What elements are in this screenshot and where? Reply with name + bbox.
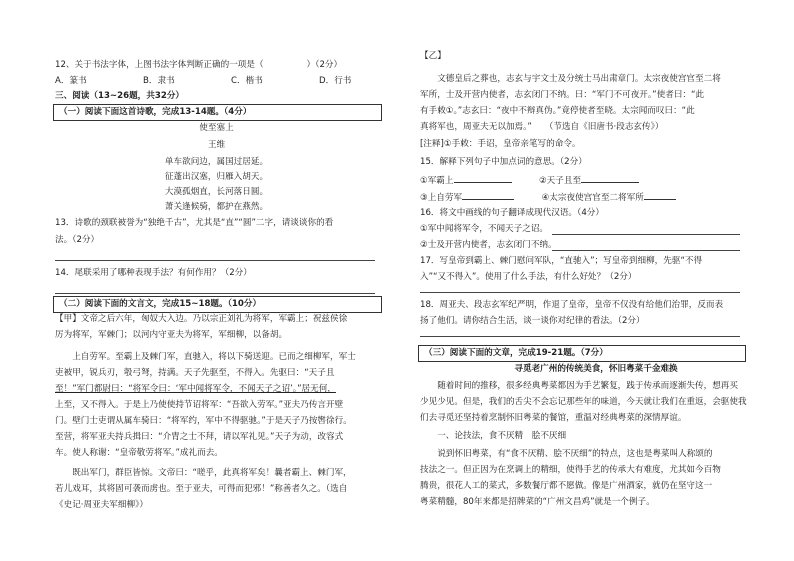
question-15: 15．解释下列句子中加点词的意思。（2分） [420, 157, 587, 167]
poem-line: 萧关逢候骑，都护在燕然。 [164, 202, 269, 212]
answer-line[interactable] [552, 250, 740, 251]
question-17-line2: 入”“又不得入”。使用了什么手法，有什么好处？（2分） [420, 272, 637, 282]
passage-yi-title: 【乙】 [420, 51, 446, 61]
passage-jia-line: 车。使人称谢：“皇帝敬劳将军。”成礼而去。 [55, 448, 223, 458]
question-13-line1: 13．诗歌的颈联被誉为“独绝千古”，尤其是“直”“圆”二字，请谈谈你的看 [55, 218, 334, 228]
passage-yi-line: 军所，士及开营内使者，志玄闭门不纳。曰：“军门不可夜开。”使者曰：“此 [420, 90, 705, 100]
passage-jia-line: 若儿戏耳，其将固可袭而虏也。至于亚夫，可得而犯邪！”称善者久之。（选自 [55, 484, 348, 494]
question-14: 14．尾联采用了哪种表现手法？有何作用？（2分） [55, 268, 252, 278]
passage-jia-line: 吏被甲，锐兵刃，彀弓弩，持满。天子先驱至，不得入。先驱曰：“天子且 [55, 368, 335, 378]
question-13-line2: 法。（2分） [55, 235, 100, 245]
passage-yi-line: 有手敕①。”志玄曰：“夜中不辩真伪。”竟停使者至晓。太宗闻而叹曰：“此 [420, 106, 695, 116]
article-subheading: 一、论技法，食不厌精 脍不厌细 [420, 431, 567, 441]
passage-yi-line: 真将军也，周亚夫无以加焉。” （节选自《旧唐书·段志玄传》） [420, 122, 664, 132]
question-12-options [55, 74, 407, 88]
answer-line[interactable] [55, 293, 375, 294]
q15-answer-1[interactable] [454, 172, 512, 183]
answer-line[interactable] [420, 292, 740, 293]
q15-answer-3[interactable] [462, 189, 514, 200]
answer-line[interactable] [420, 336, 740, 337]
passage-jia-line: 上自劳军。至霸上及棘门军，直驰入，将以下骑送迎。已而之细柳军，军士 [55, 352, 356, 362]
question-17-line1: 17．写皇帝到霸上、棘门慰问军队，“直驰入”；写皇帝到细柳，先驱“不得 [420, 256, 703, 266]
part-2-heading: （二）阅读下面的文言文，完成15~18题。（10分） [59, 299, 262, 309]
article-line: 说到怀旧粤菜，有“食不厌精、脍不厌细”的特点，这也是粤菜叫人称颂的 [420, 449, 713, 459]
answer-line[interactable] [55, 260, 375, 261]
poem-line: 单车欲问边，属国过居延。 [164, 157, 269, 167]
poem-line: 大漠孤烟直，长河落日圆。 [164, 187, 269, 197]
question-15-row2 [420, 189, 676, 205]
question-18-line2: 扬了他们。请你结合生活，谈一谈你对纪律的看法。（2分） [420, 316, 645, 326]
passage-jia-line: 厉为将军，军棘门；以河内守亚夫为将军，军细柳，以备胡。 [55, 330, 288, 340]
question-12: 12、关于书法字体，上图书法字体判断正确的一项是（ ）（2分） [55, 60, 343, 70]
question-18-line1: 18．周亚夫、段志玄军纪严明，作退了皇帝，皇帝不仅没有给他们治罪，反而表 [420, 300, 724, 310]
answer-line[interactable] [552, 234, 740, 235]
passage-jia-source: 《史记·周亚夫军细柳》） [55, 500, 148, 510]
option-d: D．行书 [319, 76, 352, 86]
passage-jia-line: 上至，又不得入。于是上乃使使持节诏将军：“吾欲入劳军。”亚夫乃传言开壁 [55, 400, 344, 410]
passage-jia-line: 至营，将军亚夫持兵揖曰：“介胄之士不拜，请以军礼见。”天子为动，改容式 [55, 432, 344, 442]
q15-answer-2[interactable] [581, 172, 639, 183]
annotation-note: [注释]①手敕：手诏，皇帝亲笔写的命令。 [420, 139, 581, 149]
option-a: A．篆书 [55, 76, 87, 86]
q15-answer-4[interactable] [644, 189, 676, 200]
passage-yi-line: 文德皇后之葬也，志玄与宇文士及分统士马出肃章门。太宗夜使宫官至二将 [420, 74, 721, 84]
article-line: 腾贵，很花人工的菜式，多数餐厅都不愿做。像是广州酒家，就仍在坚守这一 [420, 481, 713, 491]
section-3-heading: 三、阅读（13~26题，共32分） [55, 91, 185, 101]
part-3-heading: （三）阅读下面的文章，完成19-21题。（7分） [424, 348, 608, 358]
poem-title: 使至塞上 [199, 123, 234, 133]
article-line: 们去寻觅还坚持着烹制怀旧粤菜的餐馆，重温对经典粤菜的深情厚谊。 [420, 413, 687, 423]
q15-item-1: ①军霸上 [420, 176, 454, 186]
passage-jia-line: 既出军门，群臣皆惊。文帝曰：“嗟乎，此真将军矣！曩者霸上、棘门军， [55, 468, 352, 478]
q15-item-3: ③上自劳军 [420, 193, 463, 203]
question-15-row1 [420, 172, 639, 188]
article-line: 少见少见。但是，我们的舌尖不会忘记那些年的味道，今天就让我们在重返，会驱使我 [420, 397, 747, 407]
q16-item-2: ②士及开营内使者，志玄闭门不纳。 [420, 240, 557, 250]
poem-line: 征蓬出汉塞，归雁入胡天。 [164, 172, 269, 182]
option-c: C．楷书 [231, 76, 263, 86]
passage-jia-line: 门。壁门士吏谓从属车骑曰：“将军约，军中不得驱驰。”于是天子乃按辔徐行。 [55, 416, 352, 426]
q15-item-4: ④太宗夜使宫官至二将军所 [541, 193, 644, 203]
article-line: 粤菜精髓，80年来都是招牌菜的“广州文昌鸡”就是一个例子。 [420, 497, 655, 507]
option-b: B．隶书 [143, 76, 175, 86]
part-1-heading: （一）阅读下面这首诗歌，完成13-14题。（4分） [59, 107, 252, 117]
q16-item-1: ①军中闻将军令，不闻天子之诏。 [420, 224, 549, 234]
poem-author: 王维 [207, 140, 226, 150]
article-line: 随着时间的推移，很多经典粤菜都因为手艺繁复，践于传承而逐渐失传，想再买 [420, 381, 738, 391]
article-line: 技法之一。但正因为在烹调上的精细，使得手艺的传承大有难度，尤其如今百物 [420, 465, 721, 475]
q15-item-2: ②天子且至 [538, 176, 582, 186]
passage-jia-line: 【甲】文帝之后六年，匈奴大入边。乃以宗正刘礼为将军，军霸上；祝兹侯徐 [55, 314, 348, 324]
passage-jia-line: 至！”军门都尉曰：“将军令曰：‘军中闻将军令，不闻天子之诏’。”居无何， [55, 384, 336, 394]
article-title: 寻觅老广州的传统美食，怀旧粤菜千金难换 [514, 364, 678, 374]
question-16: 16．将文中画线的句子翻译成现代汉语。（4分） [420, 208, 604, 218]
